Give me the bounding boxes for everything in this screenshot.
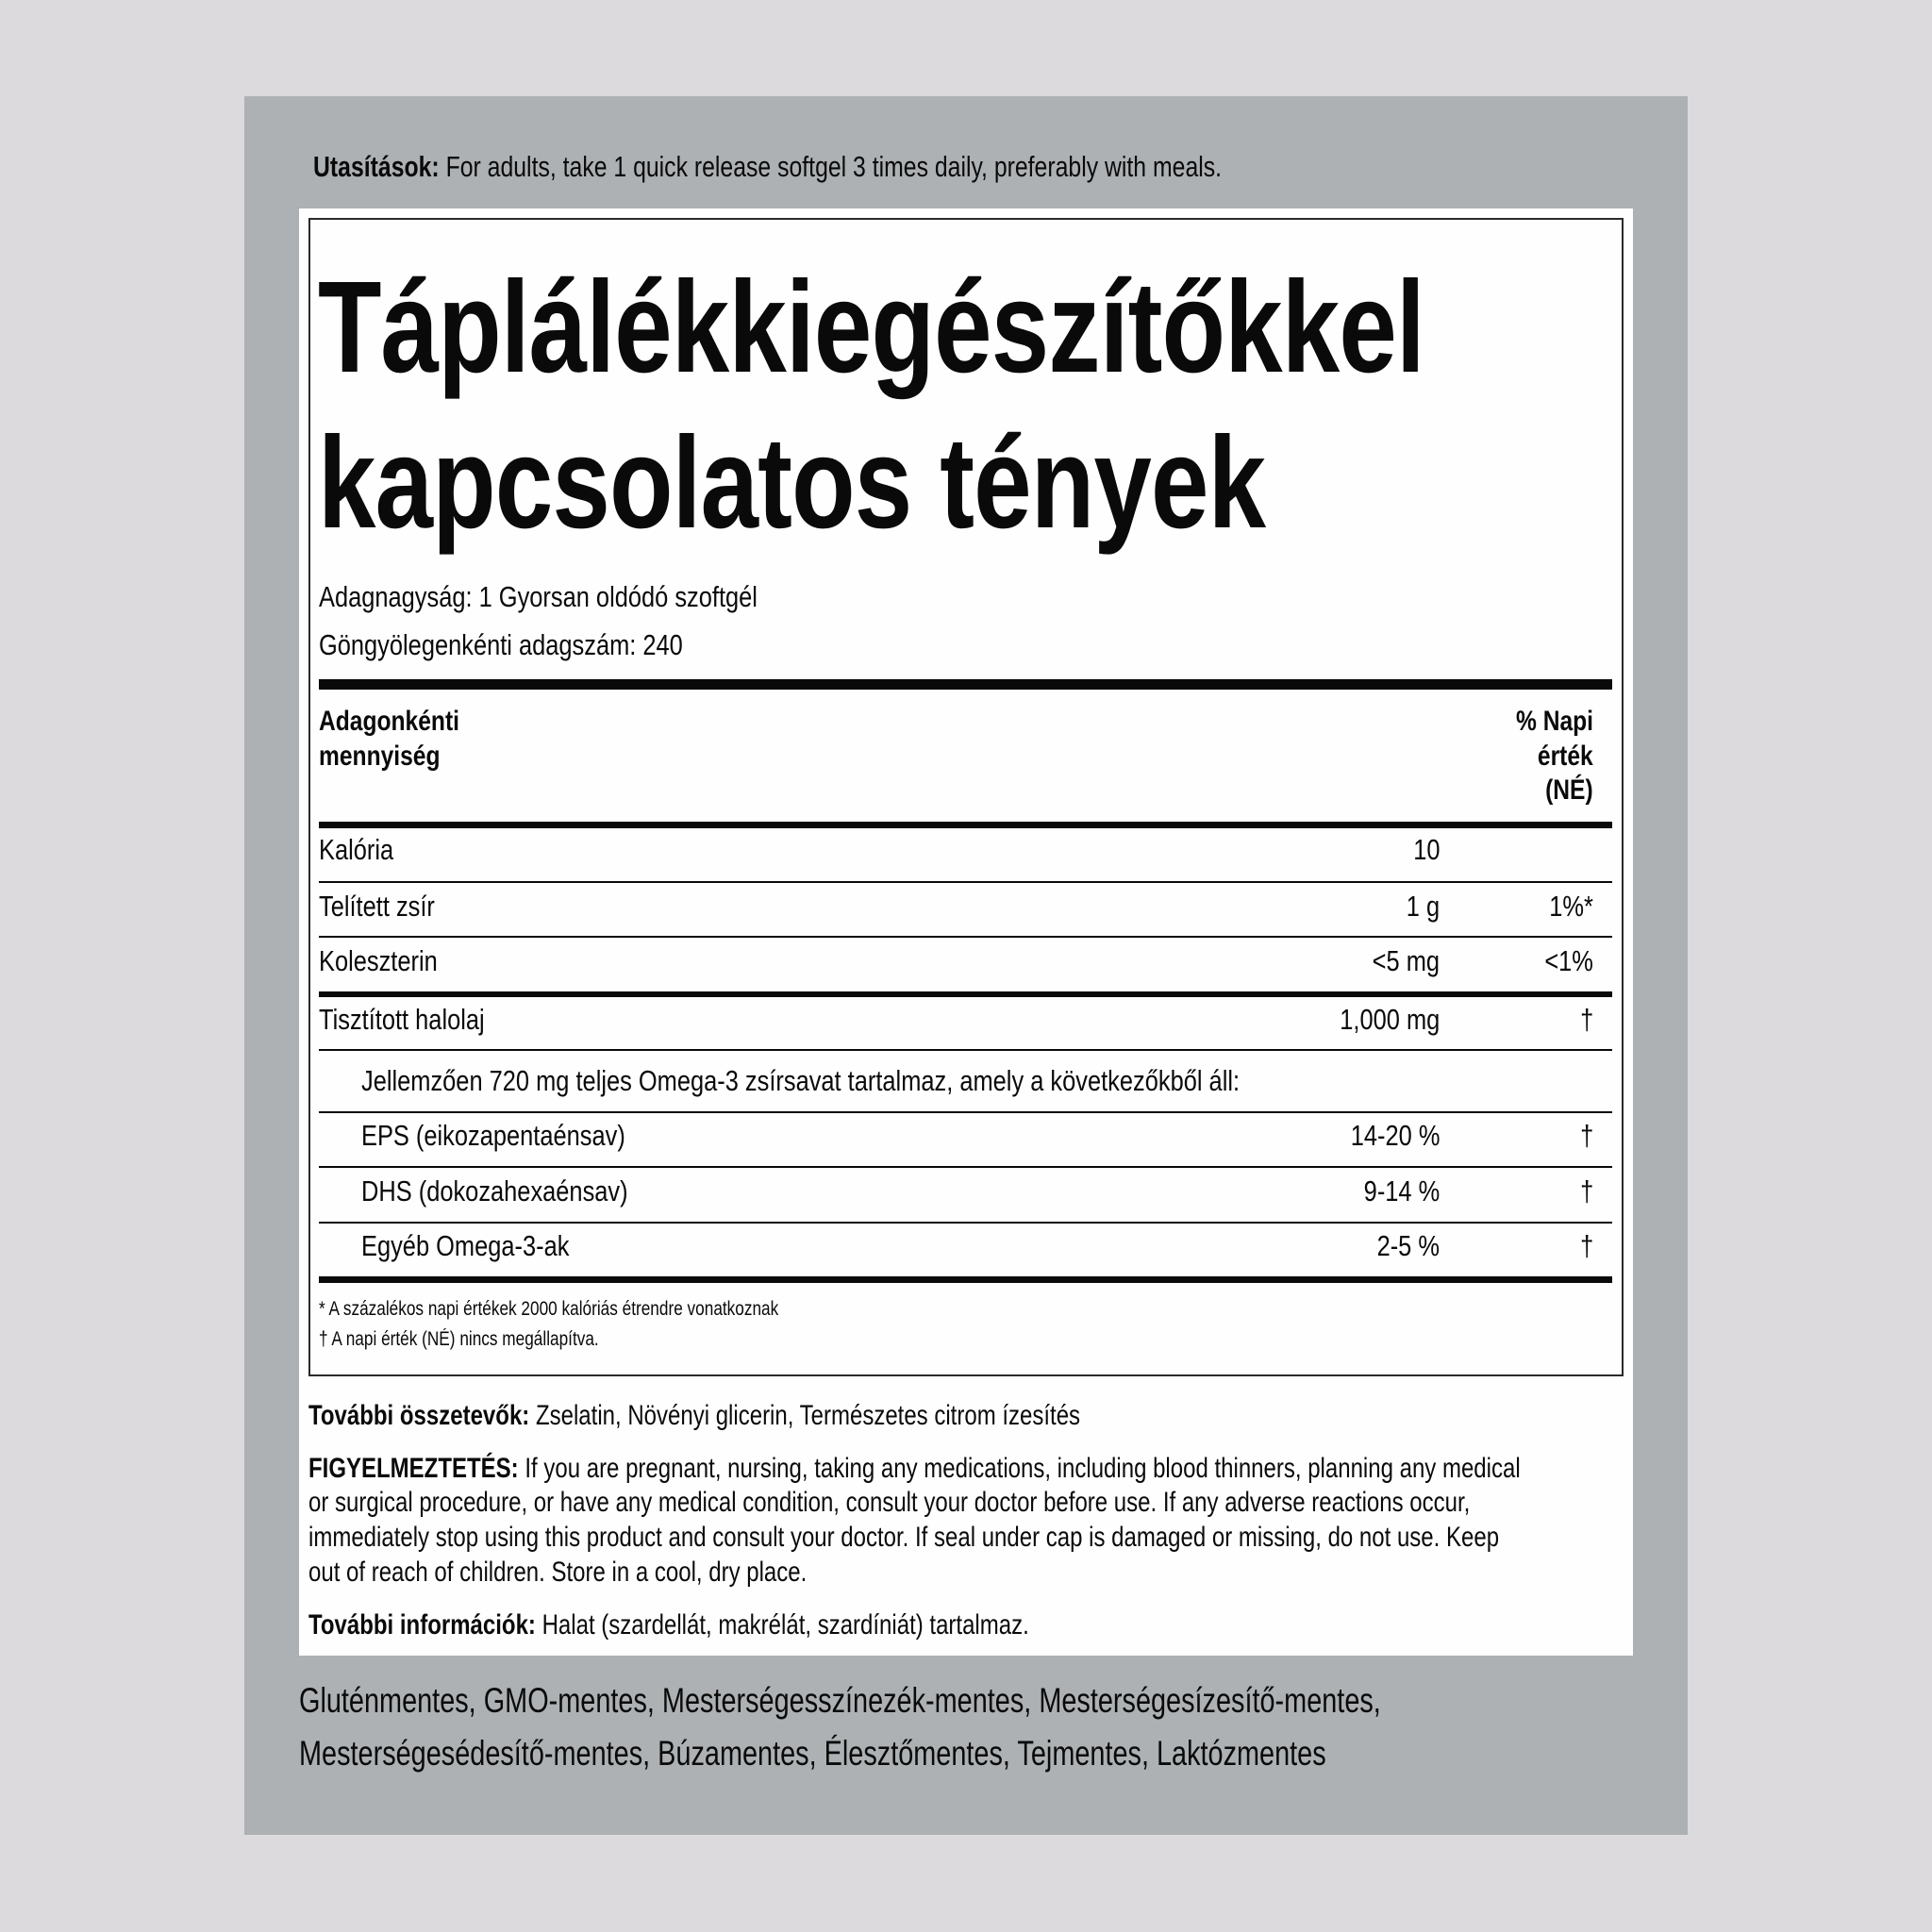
header-amount-per-serving-2: mennyiség — [319, 741, 441, 772]
header-dv-1: % Napi — [1515, 706, 1593, 737]
row-divider — [319, 1049, 1612, 1051]
more-info-label: További információk: — [308, 1609, 536, 1641]
thick-rule — [319, 822, 1612, 828]
nutrient-dv: 1%* — [1549, 890, 1593, 923]
nutrient-amount: 14-20 % — [1350, 1119, 1440, 1152]
nutrient-name: Egyéb Omega-3-ak — [361, 1229, 570, 1262]
free-from-line-2: Mesterségesédesítő-mentes, Búzamentes, Élesztőmentes, Tejmentes, Laktózmentes — [299, 1734, 1326, 1773]
serving-size: Adagnagyság: 1 Gyorsan oldódó szoftgél — [319, 580, 758, 613]
warning-line-2: or surgical procedure, or have any medical condition, consult your doctor before use. If any adverse reactions occur, — [308, 1487, 1471, 1518]
nutrient-name: Kalória — [319, 833, 394, 866]
row-divider — [319, 1222, 1612, 1224]
other-ingredients-label: További összetevők: — [308, 1400, 530, 1431]
nutrient-dv: † — [1579, 1119, 1593, 1152]
nutrient-amount: 2-5 % — [1376, 1229, 1440, 1262]
directions — [313, 150, 1449, 184]
nutrient-name: Tisztított halolaj — [319, 1003, 485, 1036]
nutrient-amount: 9-14 % — [1363, 1174, 1440, 1208]
directions-label: Utasítások: — [313, 150, 440, 183]
nutrient-dv: † — [1579, 1003, 1593, 1036]
nutrient-dv: † — [1579, 1229, 1593, 1262]
thick-rule — [319, 679, 1612, 690]
row-divider — [319, 1166, 1612, 1168]
facts-title-line1: Táplálékkiegészítőkkel — [318, 255, 1424, 400]
nutrient-name: DHS (dokozahexaénsav) — [361, 1174, 628, 1208]
nutrient-subnote: Jellemzően 720 mg teljes Omega-3 zsírsavat tartalmaz, amely a következőkből áll: — [361, 1064, 1241, 1097]
nutrient-amount: <5 mg — [1372, 944, 1440, 977]
servings-per-container: Göngyölegenkénti adagszám: 240 — [319, 628, 683, 661]
thick-rule — [319, 1276, 1612, 1283]
header-dv-3: (NÉ) — [1545, 774, 1593, 806]
header-amount-per-serving: Adagonkénti — [319, 706, 459, 737]
other-ingredients: További összetevők: Zselatin, Növényi glicerin, Természetes citrom ízesítés — [308, 1400, 1081, 1431]
nutrient-dv: <1% — [1544, 944, 1593, 977]
nutrient-amount: 1 g — [1406, 890, 1440, 923]
warning-line-4: out of reach of children. Store in a cool, dry place. — [308, 1557, 808, 1588]
row-divider — [319, 936, 1612, 938]
row-divider — [319, 881, 1612, 883]
facts-title-line2: kapcsolatos tények — [318, 410, 1266, 556]
nutrient-name: EPS (eikozapentaénsav) — [361, 1119, 625, 1152]
nutrient-amount: 1,000 mg — [1340, 1003, 1440, 1036]
warning-label: FIGYELMEZTETÉS: — [308, 1453, 519, 1484]
more-info: További információk: Halat (szardellát, makrélát, szardíniát) tartalmaz. — [308, 1609, 1029, 1641]
nutrient-name: Telített zsír — [319, 890, 435, 923]
row-divider — [319, 1111, 1612, 1113]
free-from-line-1: Gluténmentes, GMO-mentes, Mesterségesszínezék-mentes, Mesterségesízesítő-mentes, — [299, 1681, 1381, 1720]
footnote-dv-not-established: † A napi érték (NÉ) nincs megállapítva. — [319, 1328, 599, 1350]
nutrient-amount: 10 — [1412, 833, 1440, 866]
nutrient-dv: † — [1579, 1174, 1593, 1208]
warning-line-1: FIGYELMEZTETÉS: If you are pregnant, nursing, taking any medications, including blood thinners, planning any medical — [308, 1453, 1521, 1484]
section-rule — [319, 991, 1612, 997]
footnote-percent-dv: * A százalékos napi értékek 2000 kalóriás étrendre vonatkoznak — [319, 1298, 779, 1320]
header-dv-2: érték — [1538, 741, 1593, 772]
nutrient-name: Koleszterin — [319, 944, 438, 977]
warning-line-3: immediately stop using this product and consult your doctor. If seal under cap is damaged or missing, do not use. Keep — [308, 1522, 1500, 1553]
directions-text: For adults, take 1 quick release softgel 3 times daily, preferably with meals. — [445, 150, 1223, 183]
